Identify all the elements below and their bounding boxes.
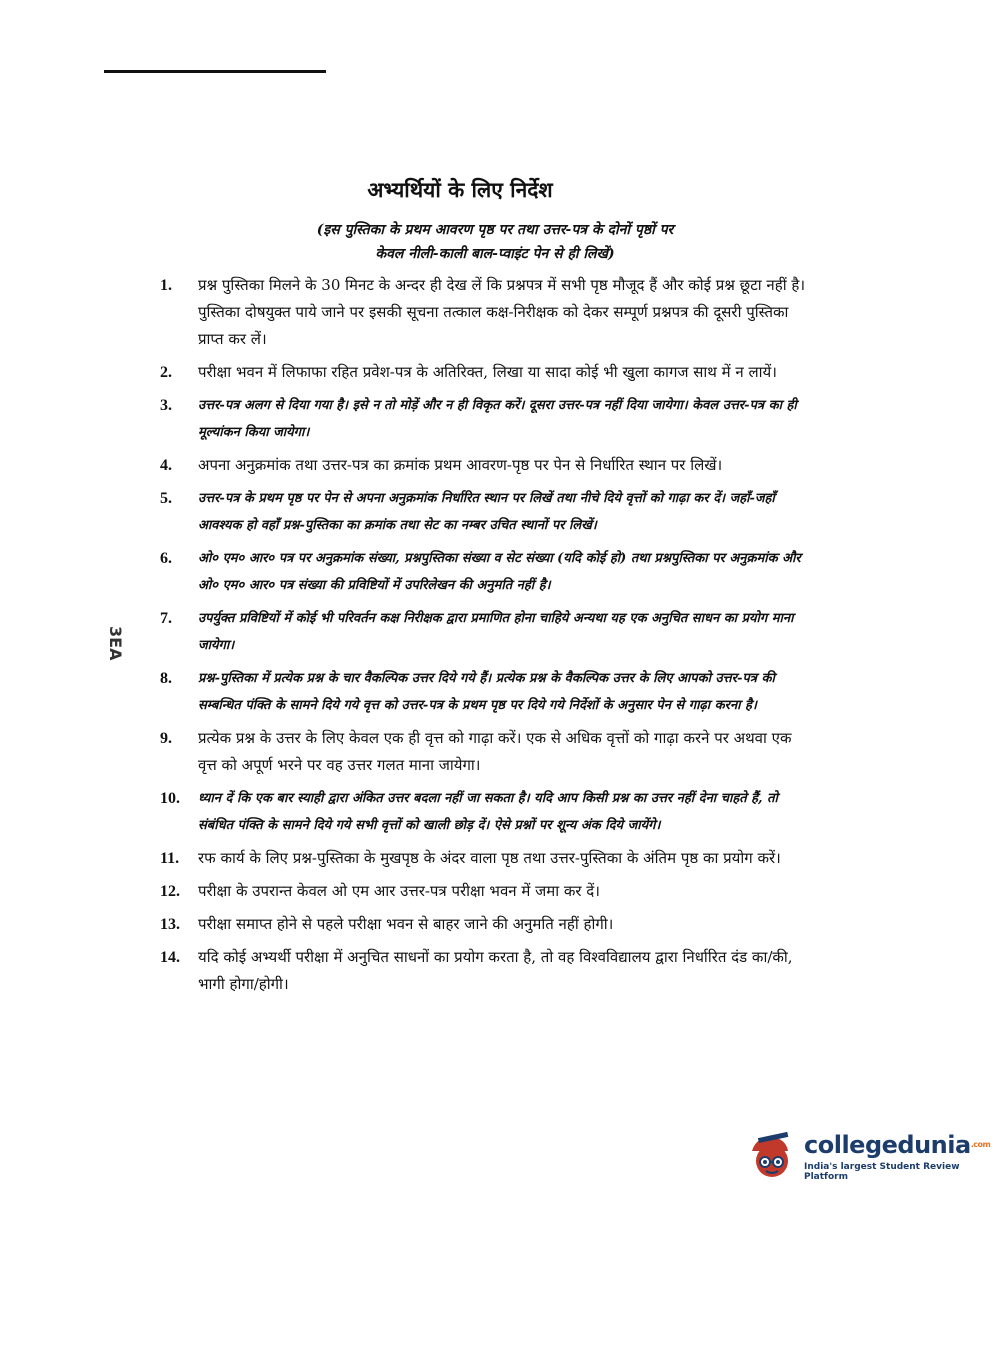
instruction-number: 12.	[160, 883, 180, 900]
instruction-item	[160, 485, 810, 539]
instruction-text: उत्तर-पत्र अलग से दिया गया है। इसे न तो मोड़ें और न ही विकृत करें। दूसरा उत्तर-पत्र नहीं दिया जायेगा। केवल उत्तर-पत्र का ही मूल्यांकन किया जायेगा।	[198, 398, 797, 440]
instruction-text: परीक्षा के उपरान्त केवल ओ एम आर उत्तर-पत्र परीक्षा भवन में जमा कर दें।	[198, 882, 600, 900]
instruction-item	[160, 845, 810, 872]
instruction-text: अपना अनुक्रमांक तथा उत्तर-पत्र का क्रमांक प्रथम आवरण-पृष्ठ पर पेन से निर्धारित स्थान पर लिखें।	[198, 456, 723, 474]
side-set-mark	[104, 626, 126, 718]
brand-suffix: .com	[970, 1140, 991, 1149]
brand-name	[804, 1132, 990, 1158]
brand-block	[804, 1132, 990, 1182]
collegedunia-mascot-icon	[742, 1129, 798, 1185]
page-title: अभ्यर्थियों के लिए निर्देश	[367, 177, 553, 202]
instruction-text: प्रत्येक प्रश्न के उत्तर के लिए केवल एक ही वृत्त को गाढ़ा करें। एक से अधिक वृत्तों को गाढ़ा करने पर अथवा एक वृत्त को अपूर्ण भरने पर वह उत्तर गलत माना जायेगा।	[198, 729, 792, 774]
instruction-item	[160, 272, 810, 353]
subtitle	[0, 218, 920, 266]
instruction-text: प्रश्न-पुस्तिका में प्रत्येक प्रश्न के चार वैकल्पिक उत्तर दिये गये हैं। प्रत्येक प्रश्न के वैकल्पिक उत्तर के लिए आपको उत्तर-पत्र की सम्बन्धित पंक्ति के सामने दिये गये वृत्त को उत्तर-पत्र के प्रथम पृष्ठ पर दिये गये निर्देशों के अनुसार पेन से गाढ़ा करना है।	[198, 671, 775, 713]
instruction-text: उत्तर-पत्र के प्रथम पृष्ठ पर पेन से अपना अनुक्रमांक निर्धारित स्थान पर लिखें तथा नीचे दिये वृत्तों को गाढ़ा कर दें। जहाँ-जहाँ आवश्यक हो वहाँ प्रश्न-पुस्तिका का क्रमांक तथा सेट का नम्बर उचित स्थानों पर लिखें।	[198, 491, 775, 533]
instruction-number: 14.	[160, 949, 180, 966]
top-rule	[104, 70, 326, 73]
collegedunia-watermark	[742, 1122, 991, 1192]
instruction-item	[160, 785, 810, 839]
instruction-text: यदि कोई अभ्यर्थी परीक्षा में अनुचित साधनों का प्रयोग करता है, तो वह विश्वविद्यालय द्वारा निर्धारित दंड का/की, भागी होगा/होगी।	[198, 948, 793, 993]
instruction-item	[160, 545, 810, 599]
instruction-number: 5.	[160, 490, 172, 507]
instruction-text: परीक्षा समाप्त होने से पहले परीक्षा भवन से बाहर जाने की अनुमति नहीं होगी।	[198, 915, 614, 933]
instruction-text: रफ कार्य के लिए प्रश्न-पुस्तिका के मुखपृष्ठ के अंदर वाला पृष्ठ तथा उत्तर-पुस्तिका के अंतिम पृष्ठ का प्रयोग करें।	[198, 849, 781, 867]
instruction-number: 7.	[160, 610, 172, 627]
instruction-text: परीक्षा भवन में लिफाफा रहित प्रवेश-पत्र के अतिरिक्त, लिखा या सादा कोई भी खुला कागज साथ में न लायें।	[198, 363, 777, 381]
instruction-number: 4.	[160, 457, 172, 474]
instruction-item	[160, 665, 810, 719]
side-set-mark-text: 3EA	[106, 626, 125, 661]
brand-tagline: India's largest Student Review Platform	[804, 1162, 960, 1182]
instruction-number: 9.	[160, 730, 172, 747]
instruction-text: ओ० एम० आर० पत्र पर अनुक्रमांक संख्या, प्रश्नपुस्तिका संख्या व सेट संख्या (यदि कोई हो) तथा प्रश्नपुस्तिका पर अनुक्रमांक और ओ० एम० आर० पत्र संख्या की प्रविष्टियों में उपरिलेखन की अनुमति नहीं है।	[198, 551, 801, 593]
instruction-item	[160, 605, 810, 659]
instruction-number: 8.	[160, 670, 172, 687]
instruction-list	[160, 272, 810, 1004]
instruction-number: 2.	[160, 364, 172, 381]
instruction-number: 10.	[160, 790, 180, 807]
instruction-number: 11.	[160, 850, 180, 867]
instruction-text: ध्यान दें कि एक बार स्याही द्वारा अंकित उत्तर बदला नहीं जा सकता है। यदि आप किसी प्रश्न का उत्तर नहीं देना चाहते हैं, तो संबंधित पंक्ति के सामने दिये गये सभी वृत्तों को खाली छोड़ दें। ऐसे प्रश्नों पर शून्य अंक दिये जायेंगे।	[198, 791, 778, 833]
instruction-text: उपर्युक्त प्रविष्टियों में कोई भी परिवर्तन कक्ष निरीक्षक द्वारा प्रमाणित होना चाहिये अन्यथा यह एक अनुचित साधन का प्रयोग माना जायेगा।	[198, 611, 794, 653]
instruction-number: 13.	[160, 916, 180, 933]
instruction-item	[160, 725, 810, 779]
instruction-number: 6.	[160, 550, 172, 567]
instruction-item	[160, 911, 810, 938]
instruction-number: 3.	[160, 397, 172, 414]
subtitle-line-1: (इस पुस्तिका के प्रथम आवरण पृष्ठ पर तथा उत्तर-पत्र के दोनों पृष्ठों पर	[316, 222, 674, 238]
subtitle-line-2: केवल नीली-काली बाल-प्वाइंट पेन से ही लिखें)	[375, 246, 615, 262]
instruction-number: 1.	[160, 277, 172, 294]
instruction-item	[160, 359, 810, 386]
instruction-item	[160, 392, 810, 446]
instruction-text: प्रश्न पुस्तिका मिलने के 30 मिनट के अन्दर ही देख लें कि प्रश्नपत्र में सभी पृष्ठ मौजूद हैं और कोई प्रश्न छूटा नहीं है। पुस्तिका दोषयुक्त पाये जाने पर इसकी सूचना तत्काल कक्ष-निरीक्षक को देकर सम्पूर्ण प्रश्नपत्र की दूसरी पुस्तिका प्राप्त कर लें।	[198, 276, 806, 348]
instruction-item	[160, 452, 810, 479]
instruction-item	[160, 878, 810, 905]
brand-text: collegedunia	[804, 1131, 971, 1159]
instruction-item	[160, 944, 810, 998]
